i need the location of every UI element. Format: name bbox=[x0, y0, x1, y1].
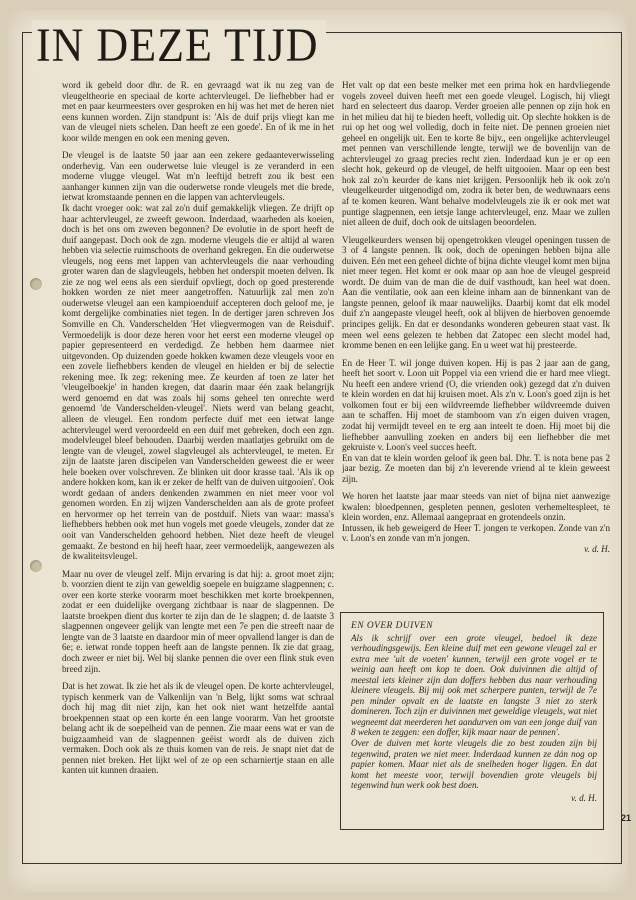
paragraph: Ik dacht vroeger ook: wat zal zo'n duif gemakkelijk vliegen. Ze drijft op haar achtervleugel, ze zweeft gewoon. Inderdaad, waarheden als koeien, doch is het ons om zweven begonnen? De evolutie in de sport heeft de duif aangepast. Doch ook de zgn. moderne vleugels die er altijd al waren hebben via selectie ruimschoots de overhand gekregen. En die ouderwetse vleugels, nog eens met lappen van achtervleugels die naar verhouding groter waren dan de slagvleugels, hebben het onderspit moeten delven. Ik zie ze nog wel eens als een sierduif opvliegt, doch op goed presterende hokken worden ze niet meer aangetroffen. Natuurlijk zal men zo'n ouderwetse vleugel aan een kampioenduif accepteren doch geloof me, je komt dergelijke combinaties niet tegen. In de dertiger jaren schreven Jos Somville en Ch. Vanderschelden 'Het vliegvermogen van de Reisduif'. Vermoedelijk is door deze heren voor het eerst een moderne vleugel op papier gepresenteerd en verdedigd. Ze hebben hem daarmee niet uitgevonden. Op duizenden goede hokken kwamen deze vleugels voor en een zovele liefhebbers kenden de vleugel en hielden er bij de selectie rekening mee. Ik zeg: rekening mee. Ze keurden af toen ze later het 'vleugelboekje' in handen kregen, dat daarin maar één zaak belangrijk werd genoemd en dat was zoals hij soms geheel ten onrechte werd genoemd 'de Vanderschelden-vleugel'. Niets werd van belang geacht, alleen de vleugel. Een rondom perfecte duif met een ietwat lange achtervleugel werd veroordeeld en een duif met gebreken, doch een zgn. modelvleugel bleef behouden. Daarbij werden maatlatjes gebruikt om de lengte van de vleugel, zowel slagvleugel als achtervleugel, te meten. Er zijn de laatste jaren discipelen van Vanderschelden geweest die er weer hele boeken over volschreven. Ze blinken uit door krasse taal. 'Als ik op andere hokken kom, kan ik er zeker de helft van de duiven uitgooien'. Ook wordt gedaan of anders denkenden zwammen en niet meer voor vol genomen worden. En zij wijzen Vanderschelden aan als de grote profeet en hervormer op het terrein van de postduif. Niets van waar: massa's liefhebbers hebben ook met hun vogels met goede vleugels, zonder dat ze ooit van Vanderschelden gehoord hebben. Niet deze heeft de vleugel gemaakt. Ze bestond en hij heeft haar, zeer vermoedelijk, aangewezen als de kwaliteitsvleugel. bbox=[62, 203, 334, 562]
paragraph: De vleugel is de laatste 50 jaar aan een zekere gedaanteverwisseling onderhevig. Van een ouderwetse luie vleugel is ze veranderd in een moderne vlugge vleugel. Wat m'n leeftijd betreft zou ik best een aanhanger kunnen zijn van die ouderwetse ronde vleugels met die brede, ietwat kromstaande pennen en die lappen van achtervleugels. bbox=[62, 150, 334, 203]
paragraph: En de Heer T. wil jonge duiven kopen. Hij is pas 2 jaar aan de gang, heeft het soort v. Loon uit Poppel via een vriend die er hard mee vliegt. Nu heeft een andere vriend (O, die vrienden ook) gezegd dat z'n duiven te klein worden en dat hij kruisen moet. Als z'n v. Loon's goed zijn is het volkomen fout er bij een wildvreemde liefhebber wildvreemde duiven aan te schaffen. Hij moet de stamboom van z'n eigen duiven vragen, zodat hij vermijdt teveel en te erg aan inteelt te doen. Hij moet bij die liefhebber aanvulling zoeken en anders bij een liefhebber die met gekruiste v. Loon's veel succes heeft. bbox=[342, 357, 610, 453]
sidebar-paragraph: Als ik schrijf over een grote vleugel, bedoel ik deze verhoudingsgewijs. Een kleine duif met een gewone vleugel zal er extra mee 'uit de voeten' kunnen, terwijl een grote vogel er te weinig aan heeft om kop te doen. Ook duivinnen die altijd of meestal iets kleiner zijn dan doffers hebben dus naar verhouding kleinere vleugels. Bij mij ook met scherpere punten, terwijl de 7e pen minder opvalt en de laatste en langste 3 niet zo sterk domineren. Toch zijn er duivinnen met geweldige vleugels, wat niet wegneemt dat meerderen het aandurven om van een jonge duif van 8 weken te zeggen: een doffer, kijk maar naar de pennen'. bbox=[351, 632, 597, 738]
paragraph: We horen het laatste jaar maar steeds van niet of bijna niet aanwezige kwalen: bloedpennen, gespleten pennen, gesloten verhemeltespleet, te klein worden, enz. Allemaal aangepraat en grotendeels onzin. bbox=[342, 491, 610, 523]
article-headline: IN DEZE TIJD bbox=[32, 20, 326, 72]
paragraph: Intussen, ik heb geweigerd de Heer T. jongen te verkopen. Zonde van z'n v. Loon's en zonde van m'n jongen. bbox=[342, 522, 610, 544]
sidebar-box bbox=[340, 612, 604, 830]
paragraph: word ik gebeld door dhr. de R. en gevraagd wat ik nu zeg van de vleugeltheorie en speciaal de korte achtervleugel. De liefhebber had er met en paar keurmeesters over gesproken en hij was het met de heren niet eens kunnen worden. Zijn standpunt is: 'Als de duif prijs vliegt kan me van de vleugel niets schelen. Dan heeft ze een goede'. En of ik me in het koor wilde mengen en ook een mening geven. bbox=[62, 80, 334, 143]
author-signature: v. d. H. bbox=[584, 543, 610, 554]
sidebar-signature: v. d. H. bbox=[571, 792, 597, 803]
paragraph: Het valt op dat een beste melker met een prima hok en hardvliegende vogels zoveel duiven heeft met een goede vleugel. Logisch, hij vliegt hard en selecteert dus daarop. Verder groeien alle pennen op zijn hok en in het milieu dat hij te bieden heeft, volledig uit. Op slechte hokken is de rui op het oog wel volledig, doch in feite niet. De pennen groeien niet geheel en ongelijk uit. Een te korte 8e bijv., een ongelijke achtervleugel met pennen van verschillende lengte, terwijl we de bovenlijn van de achtervleugel zo graag precies recht zien. Inderdaad kun je er op een slecht hok, gekeurd op de vleugel, de helft uitgooien. Maar op een best hok zal zo'n keurder de kans niet krijgen. Persoonlijk heb ik ook zo'n vleugelkeurder uitgenodigd om, zodra ik beter ben, de weduwnaars eens af te komen keuren. Want behalve modelvleugels zie ik er ook met wat puntige slagpennen, een ietsje lange achtervleugel, enz. Maar we zullen niet alleen de duif, doch ook de uitslagen beoordelen. bbox=[342, 80, 610, 228]
left-column bbox=[62, 80, 334, 860]
page-number: 21 bbox=[621, 813, 632, 823]
sidebar-paragraph: Over de duiven met korte vleugels die zo best zouden zijn bij tegenwind, praten we niet meer. Inderdaad kunnen ze dán nog op papier komen. Maar niet als de snelheden hoger liggen. En dat komt het meeste voor, terwijl bovendien grote vleugels bij tegenwind hun werk ook best doen. bbox=[351, 738, 597, 791]
paragraph: En van dat te klein worden geloof ik geen bal. Dhr. T. is nota bene pas 2 jaar bezig. Ze moeten dan bij z'n leverende vriend al te klein geweest zijn. bbox=[342, 452, 610, 484]
paragraph: Vleugelkeurders wensen bij opengetrokken vleugel openingen tussen de 3 of 4 langste pennen. Ik ook, doch de openingen hebben bijna alle duiven. Eén met een geheel dichte of bijna dichte vleugel komt men bijna niet meer tegen. Het komt er ook maar op aan hoe de vleugel gespreid wordt. De duim van de man die de duif vasthoudt, kan heel wat doen. Aan die ventilatie, ook aan een kleine inham aan de binnenkant van de langste pennen, geloof ik maar nauwelijks. Daarbij komt dat elk model duif z'n aangepaste vleugel heeft, ook al blijven de hierboven genoemde principes gelijk. En dat er desondanks wonderen gebeuren staat vast. Ik meen wel eens gelezen te hebben dat Zatopec een slecht model had, kromme benen en een lelijke gang. En u weet wat hij presteerde. bbox=[342, 234, 610, 351]
sidebar-title: EN OVER DUIVEN bbox=[351, 621, 433, 631]
paragraph: Dat is het zowat. Ik zie het als ik de vleugel open. De korte achtervleugel, typisch kenmerk van de Valkenlijn van 'n Belg, lijkt soms wat schraal doch hij mag dit niet zijn, kan het ook niet want hetzelfde aantal broekpennen staat op een korte én een lange voorarm. Van het grootste belang acht ik de soepelheid van de pennen. Zie maar eens wat er van de buigzaamheid van de slagpennen geëist wordt als de duiven zich vermaken. Doch ook als ze thuis komen van de reis. Je snapt niet dat de pennen niet breken. Het lijkt wel of ze op een scharniertje staan en alle kanten uit kunnen draaien. bbox=[62, 681, 334, 776]
paragraph: Maar nu over de vleugel zelf. Mijn ervaring is dat hij: a. groot moet zijn; b. voorzien dient te zijn van geweldig soepele en buigzame slagpennen; c. over een korte sterke voorarm moet beschikken met korte broekpennen, zodat er een duidelijke overgang zichtbaar is naar de slagpennen. De laatste broekpen dient dus korter te zijn dan de 1e slagpen; d. de laatste 3 slagpennen ongeveer gelijk van lengte met een 7e pen die streeft naar de lengte van de 3 laatste en daardoor min of meer opvallend langer is dan de 6e; e. ietwat ronde toppen heeft aan de langste pennen. Ik zie dat graag, doch zweer er niet bij. Wel bij slanke pennen die over een flink stuk even breed zijn. bbox=[62, 568, 334, 674]
